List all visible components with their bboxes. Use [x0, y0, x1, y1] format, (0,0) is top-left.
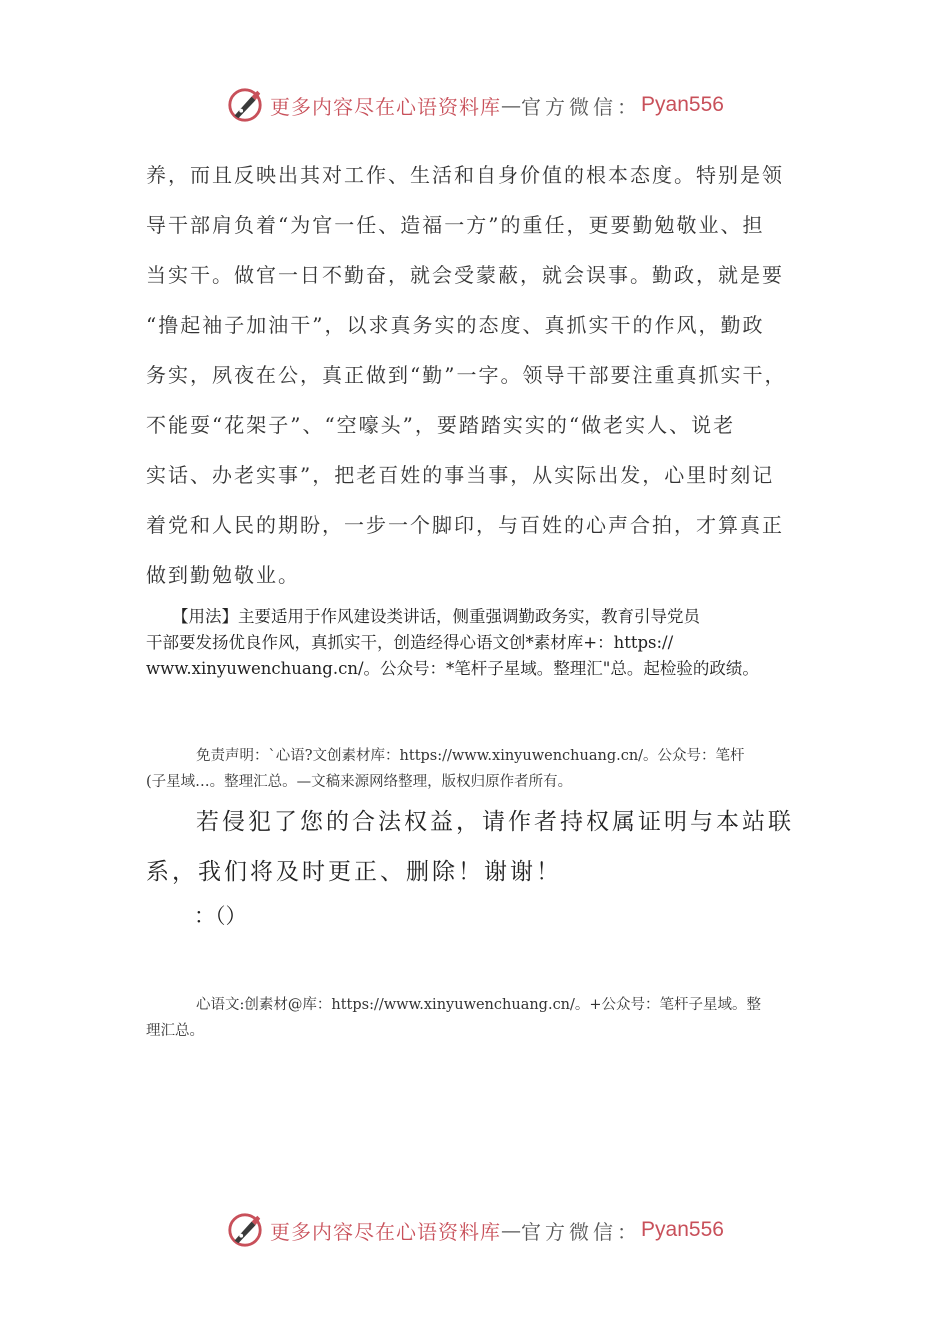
- body-line: 当实干。做官一日不勤奋，就会受蒙蔽，就会误事。勤政，就是要: [146, 263, 784, 287]
- copyright-notice: [146, 797, 826, 897]
- notice-line: 系，我们将及时更正、删除！谢谢！: [146, 859, 562, 885]
- footer-banner-dash: —: [501, 1218, 522, 1242]
- header-banner-dash: —: [501, 93, 522, 117]
- notice-line: 若侵犯了您的合法权益，请作者持权属证明与本站联: [196, 809, 794, 835]
- disclaimer-line: 免责声明：`心语?文创素材库：https://www.xinyuwenchuang.cn/。公众号：笔杆: [196, 748, 745, 764]
- body-line: 不能耍“花架子”、“空嚎头”，要踏踏实实的“做老实人、说老: [146, 413, 736, 437]
- usage-line: 【用法】主要适用于作风建设类讲话，侧重强调勤政务实，教育引导党员: [172, 607, 700, 626]
- body-line: 导干部肩负着“为官一任、造福一方”的重任，更要勤勉敬业、担: [146, 213, 765, 237]
- disclaimer: [146, 743, 814, 795]
- header-wechat-label: 官方微信：: [521, 94, 642, 119]
- body-line: “撸起袖子加油干”，以求真务实的态度、真抓实干的作风，勤政: [146, 313, 765, 337]
- footer-wechat-label: 官方微信：: [521, 1219, 642, 1244]
- empty-parentheses: ：（）: [194, 904, 247, 928]
- body-line: 实话、办老实事”，把老百姓的事当事，从实际出发，心里时刻记: [146, 463, 775, 487]
- header-banner: [0, 80, 950, 130]
- usage-note: [146, 604, 814, 682]
- pen-nib-seal-icon: [226, 1211, 264, 1249]
- body-line: 做到勤勉敬业。: [146, 563, 300, 587]
- pen-nib-seal-icon: [226, 86, 264, 124]
- footer-wechat-id: Pyan556: [641, 1218, 724, 1241]
- footnote-line: 心语文:创素材@库：https://www.xinyuwenchuang.cn/。+公众号：笔杆子星域。整: [196, 997, 762, 1013]
- body-line: 养，而且反映出其对工作、生活和自身价值的根本态度。特别是领: [146, 163, 784, 187]
- footnote-line: 理汇总。: [146, 1023, 204, 1039]
- disclaimer-line: (子星域…。整理汇总。—文稿来源网络整理，版权归原作者所有。: [146, 774, 573, 790]
- usage-line: 干部要发扬优良作风，真抓实干，创造经得心语文创*素材库+：https://: [146, 633, 674, 652]
- header-banner-text: 更多内容尽在心语资料库: [270, 94, 502, 119]
- footer-banner: [0, 1205, 950, 1255]
- footer-banner-text: 更多内容尽在心语资料库: [270, 1219, 502, 1244]
- body-line: 务实，夙夜在公，真正做到“勤”一字。领导干部要注重真抓实干，: [146, 363, 787, 387]
- body-line: 着党和人民的期盼，一步一个脚印，与百姓的心声合拍，才算真正: [146, 513, 784, 537]
- header-wechat-id: Pyan556: [641, 93, 724, 116]
- source-footnote: [146, 992, 814, 1044]
- body-paragraph: [146, 150, 826, 600]
- usage-line: www.xinyuwenchuang.cn/。公众号：*笔杆子星域。整理汇"总。起检验的政绩。: [146, 659, 759, 678]
